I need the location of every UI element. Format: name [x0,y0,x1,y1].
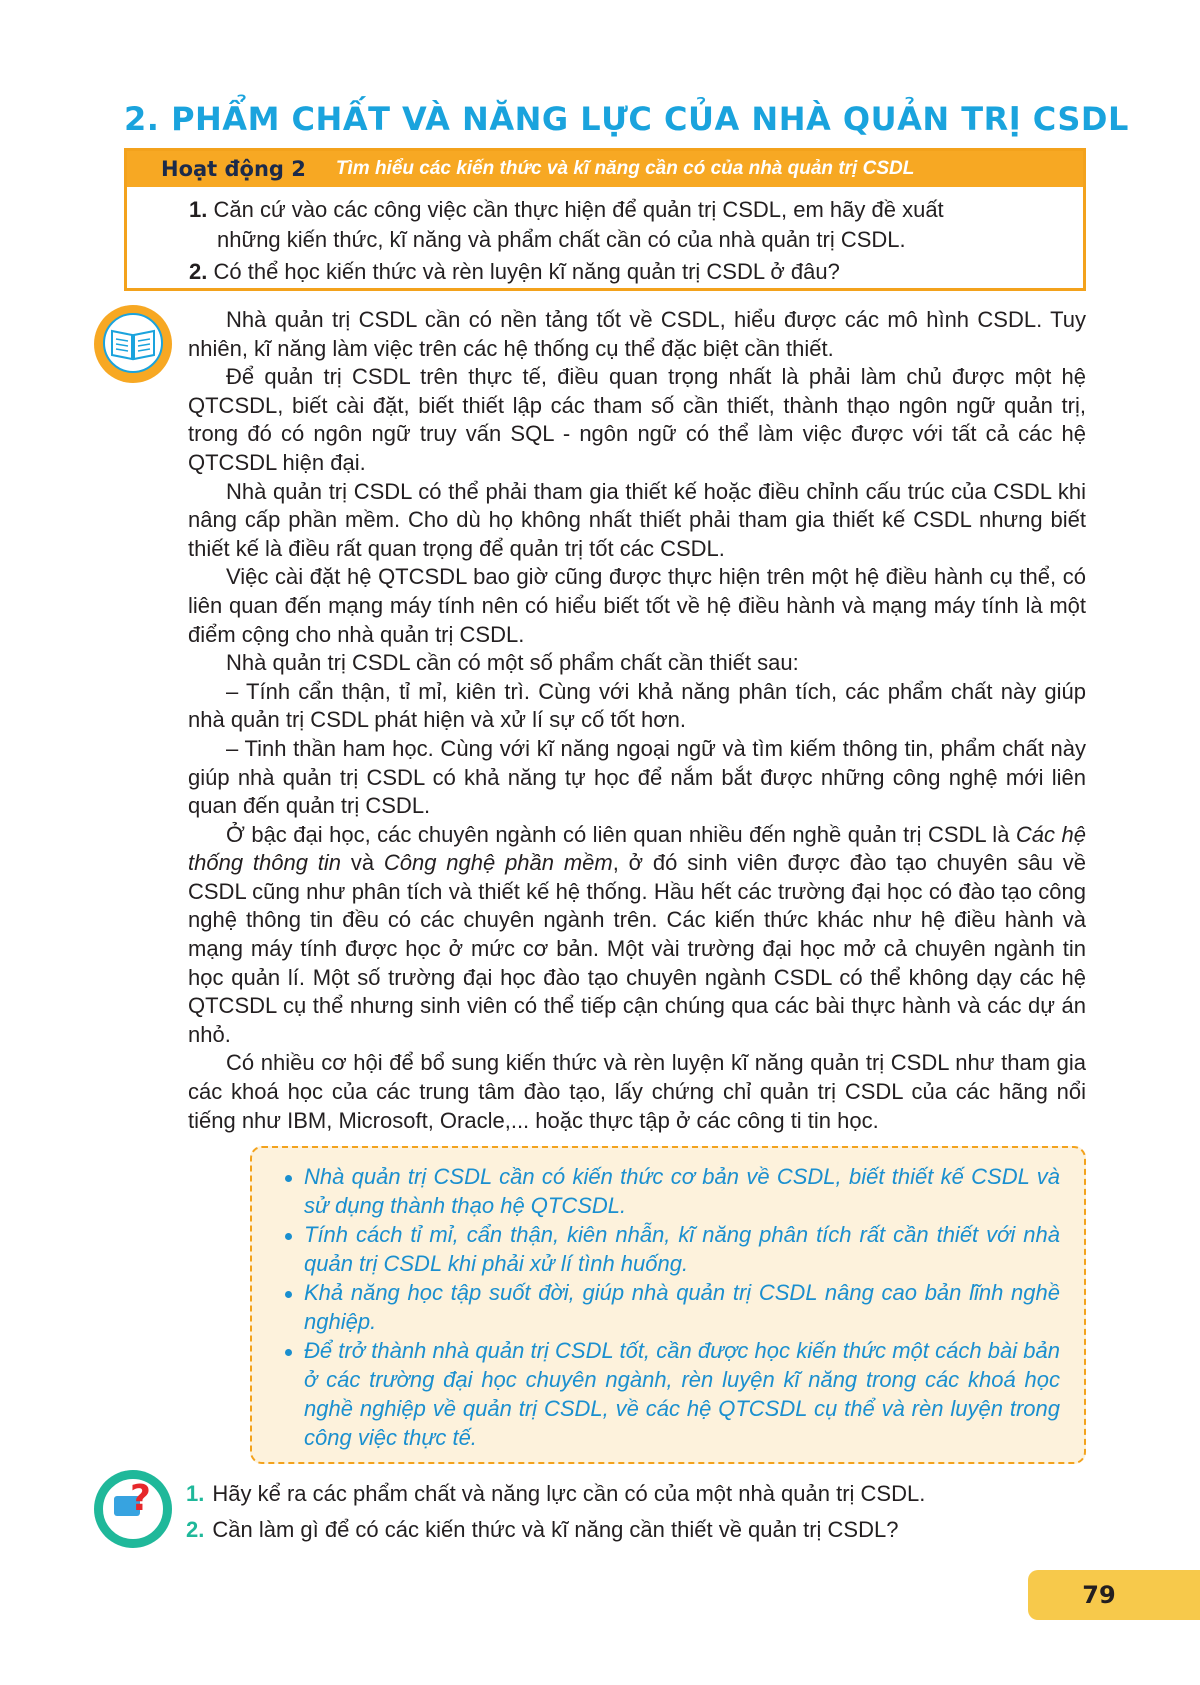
activity-question-1 [189,195,1069,255]
paragraph: – Tính cẩn thận, tỉ mỉ, kiên trì. Cùng với khả năng phân tích, các phẩm chất này giúp nhà quản trị CSDL phát hiện và xử lí sự cố tốt hơn. [188,678,1086,733]
review-question-2 [186,1512,1086,1548]
book-icon [94,305,172,383]
question-computer-icon [94,1470,172,1548]
question-text-line-2: những kiến thức, kĩ năng và phẩm chất cần có của nhà quản trị CSDL. [217,227,906,252]
question-text: Có thể học kiến thức và rèn luyện kĩ năng quản trị CSDL ở đâu? [213,259,840,284]
summary-box [250,1146,1086,1464]
text-emphasis: Các hệ thống thông tin [188,821,1086,876]
paragraph: Nhà quản trị CSDL cần có một số phẩm chất cần thiết sau: [226,650,799,676]
text-run: , ở đó sinh viên được đào tạo chuyên sâu về CSDL cũng như phân tích và thiết kế hệ thống. Hầu hết các trường đại học có đào tạo công nghệ thông tin đều có các chuyên ngành trên. Các kiến thức khác như hệ điều hành và mạng máy tính được học ở mức cơ bản. Một vài trường đại học mở cả chuyên ngành tin học quản lí. Một số trường đại học đào tạo chuyên ngành CSDL có thể không dạy các hệ QTCSDL cụ thể nhưng sinh viên có thể tiếp cận chúng qua các bài thực hành và các dự án nhỏ. [188,850,1087,1047]
activity-title: Tìm hiểu các kiến thức và kĩ năng cần có của nhà quản trị CSDL [335,158,915,179]
summary-item: Nhà quản trị CSDL cần có kiến thức cơ bản về CSDL, biết thiết kế CSDL và sử dụng thành thạo hệ QTCSDL. [282,1162,1060,1220]
page-number: 79 [1028,1570,1200,1620]
question-text: Hãy kể ra các phẩm chất và năng lực cần có của một nhà quản trị CSDL. [212,1481,926,1506]
paragraph: – Tinh thần ham học. Cùng với kĩ năng ngoại ngữ và tìm kiếm thông tin, phẩm chất này giúp nhà quản trị CSDL có khả năng tự học để nắm bắt được những công nghệ mới liên quan đến quản trị CSDL. [188,735,1086,819]
text-emphasis: Công nghệ phần mềm [383,850,613,876]
paragraph: Việc cài đặt hệ QTCSDL bao giờ cũng được thực hiện trên một hệ điều hành cụ thể, có liên quan đến mạng máy tính nên có hiểu biết tốt về hệ điều hành và mạng máy tính là một điểm cộng cho nhà quản trị CSDL. [188,564,1086,647]
review-question-1 [186,1476,1086,1512]
section-heading: 2. PHẨM CHẤT VÀ NĂNG LỰC CỦA NHÀ QUẢN TRỊ CSDL [124,100,1129,138]
review-questions [186,1476,1086,1548]
text-run: Ở bậc đại học, các chuyên ngành có liên quan nhiều đến nghề quản trị CSDL là [226,821,1016,847]
question-mark-icon: ? [130,1478,151,1519]
text-run: và [341,850,384,876]
summary-item: Khả năng học tập suốt đời, giúp nhà quản trị CSDL nâng cao bản lĩnh nghề nghiệp. [282,1278,1060,1336]
activity-question-2 [189,257,840,287]
summary-list [282,1162,1060,1452]
question-number: 2. [189,259,208,284]
summary-item: Tính cách tỉ mỉ, cẩn thận, kiên nhẫn, kĩ năng phân tích rất cần thiết với nhà quản trị CSDL khi phải xử lí tình huống. [282,1220,1060,1278]
paragraph: Nhà quản trị CSDL cần có nền tảng tốt về CSDL, hiểu được các mô hình CSDL. Tuy nhiên, kĩ năng làm việc trên các hệ thống cụ thể đặc biệt cần thiết. [188,307,1086,361]
question-number: 2. [186,1517,205,1542]
question-text: Cần làm gì để có các kiến thức và kĩ năng cần thiết về quản trị CSDL? [212,1517,899,1542]
question-number: 1. [189,197,208,222]
open-book-icon [106,319,160,369]
paragraph: Để quản trị CSDL trên thực tế, điều quan trọng nhất là phải làm chủ được một hệ QTCSDL, biết cài đặt, biết thiết lập các tham số cần thiết, thành thạo ngôn ngữ quản trị, trong đó có ngôn ngữ truy vấn SQL - ngôn ngữ có thể làm việc được với tất cả các hệ QTCSDL hiện đại. [188,364,1086,475]
activity-box [124,148,1086,291]
activity-header [127,151,1083,187]
activity-label: Hoạt động 2 [161,157,306,181]
body-text [188,306,1086,1135]
summary-item: Để trở thành nhà quản trị CSDL tốt, cần được học kiến thức một cách bài bản ở các trường đại học chuyên ngành, rèn luyện kĩ năng trong các khoá học nghề nghiệp về quản trị CSDL, về các hệ QTCSDL cụ thể và rèn luyện trong công việc thực tế. [282,1336,1060,1452]
paragraph [188,821,1086,1050]
paragraph: Nhà quản trị CSDL có thể phải tham gia thiết kế hoặc điều chỉnh cấu trúc của CSDL khi nâng cấp phần mềm. Cho dù họ không nhất thiết phải tham gia thiết kế CSDL nhưng biết thiết kế là điều rất quan trọng để quản trị tốt các CSDL. [188,478,1086,561]
paragraph: Có nhiều cơ hội để bổ sung kiến thức và rèn luyện kĩ năng quản trị CSDL như tham gia các khoá học của các trung tâm đào tạo, lấy chứng chỉ quản trị CSDL của các hãng nổi tiếng như IBM, Microsoft, Oracle,... hoặc thực tập ở các công ti tin học. [188,1050,1086,1133]
question-text-line-1: Căn cứ vào các công việc cần thực hiện để quản trị CSDL, em hãy đề xuất [213,197,944,222]
question-number: 1. [186,1481,205,1506]
